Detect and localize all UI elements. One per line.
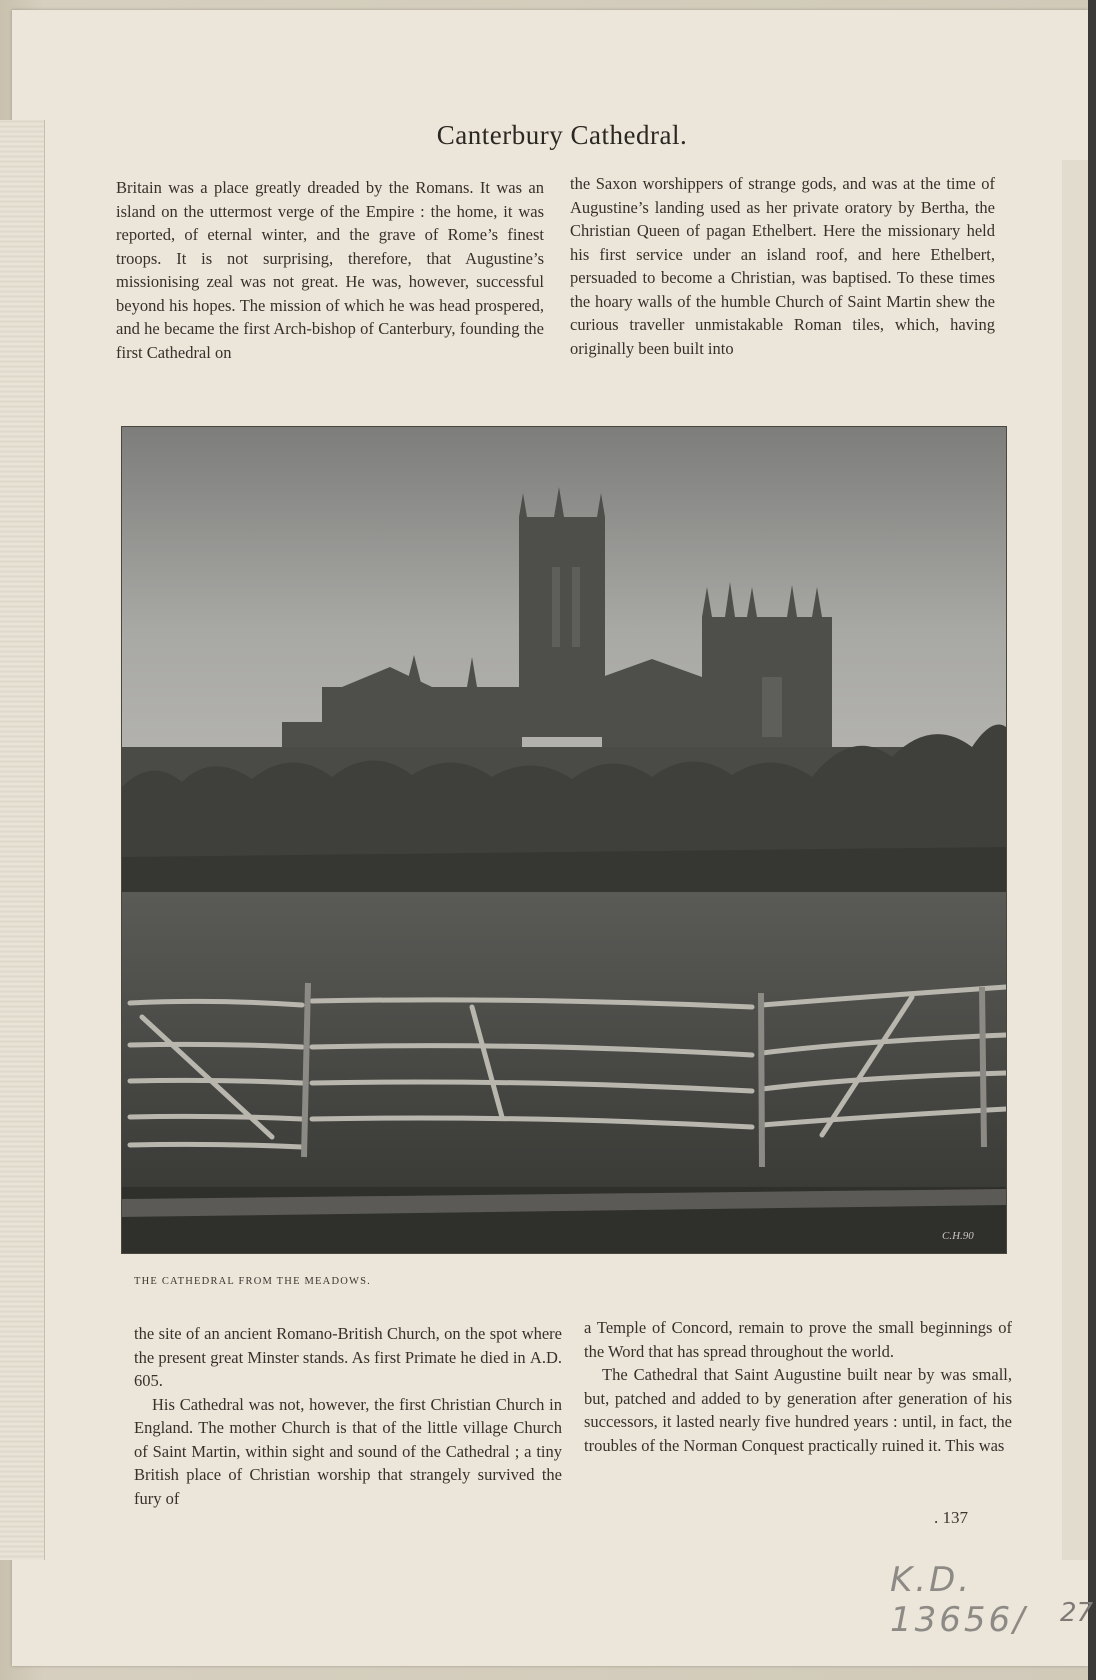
column-bottom-right [584,1316,1012,1457]
page-number: . 137 [934,1508,968,1527]
photo-caption: THE CATHEDRAL FROM THE MEADOWS. [134,1276,371,1287]
article-title: Canterbury Cathedral. [436,120,688,150]
paragraph: Britain was a place greatly dreaded by the Romans. It was an island on the uttermost verge of the Empire : the home, it was reported, of eternal winter, and the grave of Rome’s finest troops. It is not surprising, therefore, that Augustine’s missionising zeal was not great. He was, however, successful beyond his hopes. The mission of which he was head prospered, and he became the first Arch-bishop of Canterbury, founding the first Cathedral on [116,178,544,362]
adjacent-page-strip [1062,160,1088,1560]
photo-signature: C.H.90 [942,1230,974,1242]
handwritten-shelfmark-sub: 27 [1060,1598,1094,1628]
scan-edge [1088,0,1096,1680]
handwritten-shelfmark: K.D. 13656/ [890,1560,1028,1640]
paragraph: His Cathedral was not, however, the first Christian Church in England. The mother Church is that of the little village Church of Saint Martin, within sight and sound of the Cathedral ; a tiny British place of Christian worship that strangely survived the fury of [134,1394,562,1508]
column-top-right [570,172,995,360]
paragraph: the site of an ancient Romano-British Church, on the spot where the present great Minster stands. As first Primate he died in A.D. 605. [134,1324,562,1390]
binding-strip [0,120,45,1560]
cathedral-photograph [121,426,1007,1254]
column-bottom-left [134,1322,562,1510]
column-top-left [116,176,544,364]
paragraph: The Cathedral that Saint Augustine built near by was small, but, patched and added to by generation after generation of his successors, it lasted nearly five hundred years : until, in fact, the troubles of the Norman Conquest practically ruined it. This was [584,1365,1012,1455]
paragraph: the Saxon worshippers of strange gods, and was at the time of Augustine’s landing used as her private oratory by Bertha, the Christian Queen of pagan Ethelbert. Here the missionary held his first service under an island roof, and here Ethelbert, persuaded to become a Christian, was baptised. To these times the hoary walls of the humble Church of Saint Martin shew the curious traveller unmistakable Roman tiles, which, having originally been built into [570,174,995,358]
paragraph: a Temple of Concord, remain to prove the small beginnings of the Word that has spread throughout the world. [584,1318,1012,1361]
